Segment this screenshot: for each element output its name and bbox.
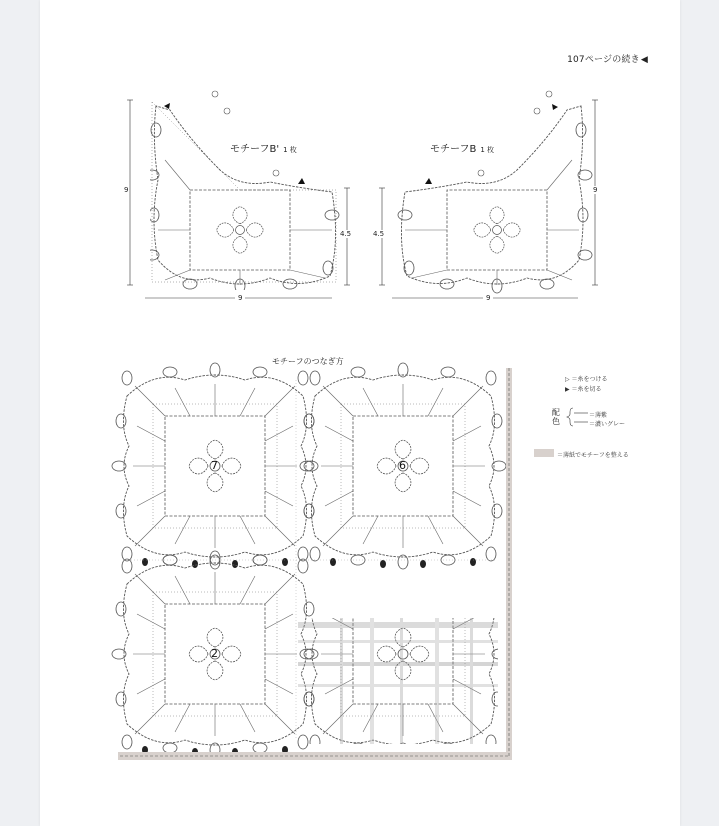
legend-blocking: ＝薄紙でモチーフを整える [557, 452, 629, 459]
legend-gray-swatch [534, 449, 554, 457]
legend-cut-thread: ▶ ＝糸を切る [565, 386, 602, 393]
dimension-lines [127, 100, 598, 298]
motif-b-prime-title: モチーフB' 1 枚 [230, 144, 297, 155]
dim-right-height: 9 [593, 186, 598, 194]
joining-diagram [112, 363, 512, 760]
legend-light-purple: ＝薄紫 [589, 412, 608, 419]
dim-right-width: 9 [483, 294, 493, 302]
motif-number: 6 [399, 459, 406, 472]
motif-b-title: モチーフB 1 枚 [430, 144, 495, 155]
left-triangle-icon: ◀ [640, 55, 648, 65]
legend-dark-gray: ＝濃いグレー [589, 421, 626, 428]
joining-title: モチーフのつなぎ方 [272, 357, 344, 366]
pattern-page [40, 0, 680, 826]
motif-number: 7 [211, 459, 218, 472]
legend-brace [567, 408, 588, 426]
crochet-diagrams [40, 0, 680, 826]
motif-b-prime-diagram [145, 91, 339, 293]
page-continuation-note: 107ページの続き◀ [567, 55, 648, 65]
legend-attach-thread: ▷ ＝糸をつける [565, 376, 608, 383]
legend-color-key: 配色 [552, 408, 560, 426]
motif-number: 2 [211, 647, 218, 660]
motif-b-diagram [398, 91, 680, 293]
dim-left-half-height: 4.5 [340, 230, 352, 238]
dim-right-half-height: 4.5 [373, 230, 385, 238]
dim-left-height: 9 [124, 186, 129, 194]
dim-left-width: 9 [235, 294, 245, 302]
